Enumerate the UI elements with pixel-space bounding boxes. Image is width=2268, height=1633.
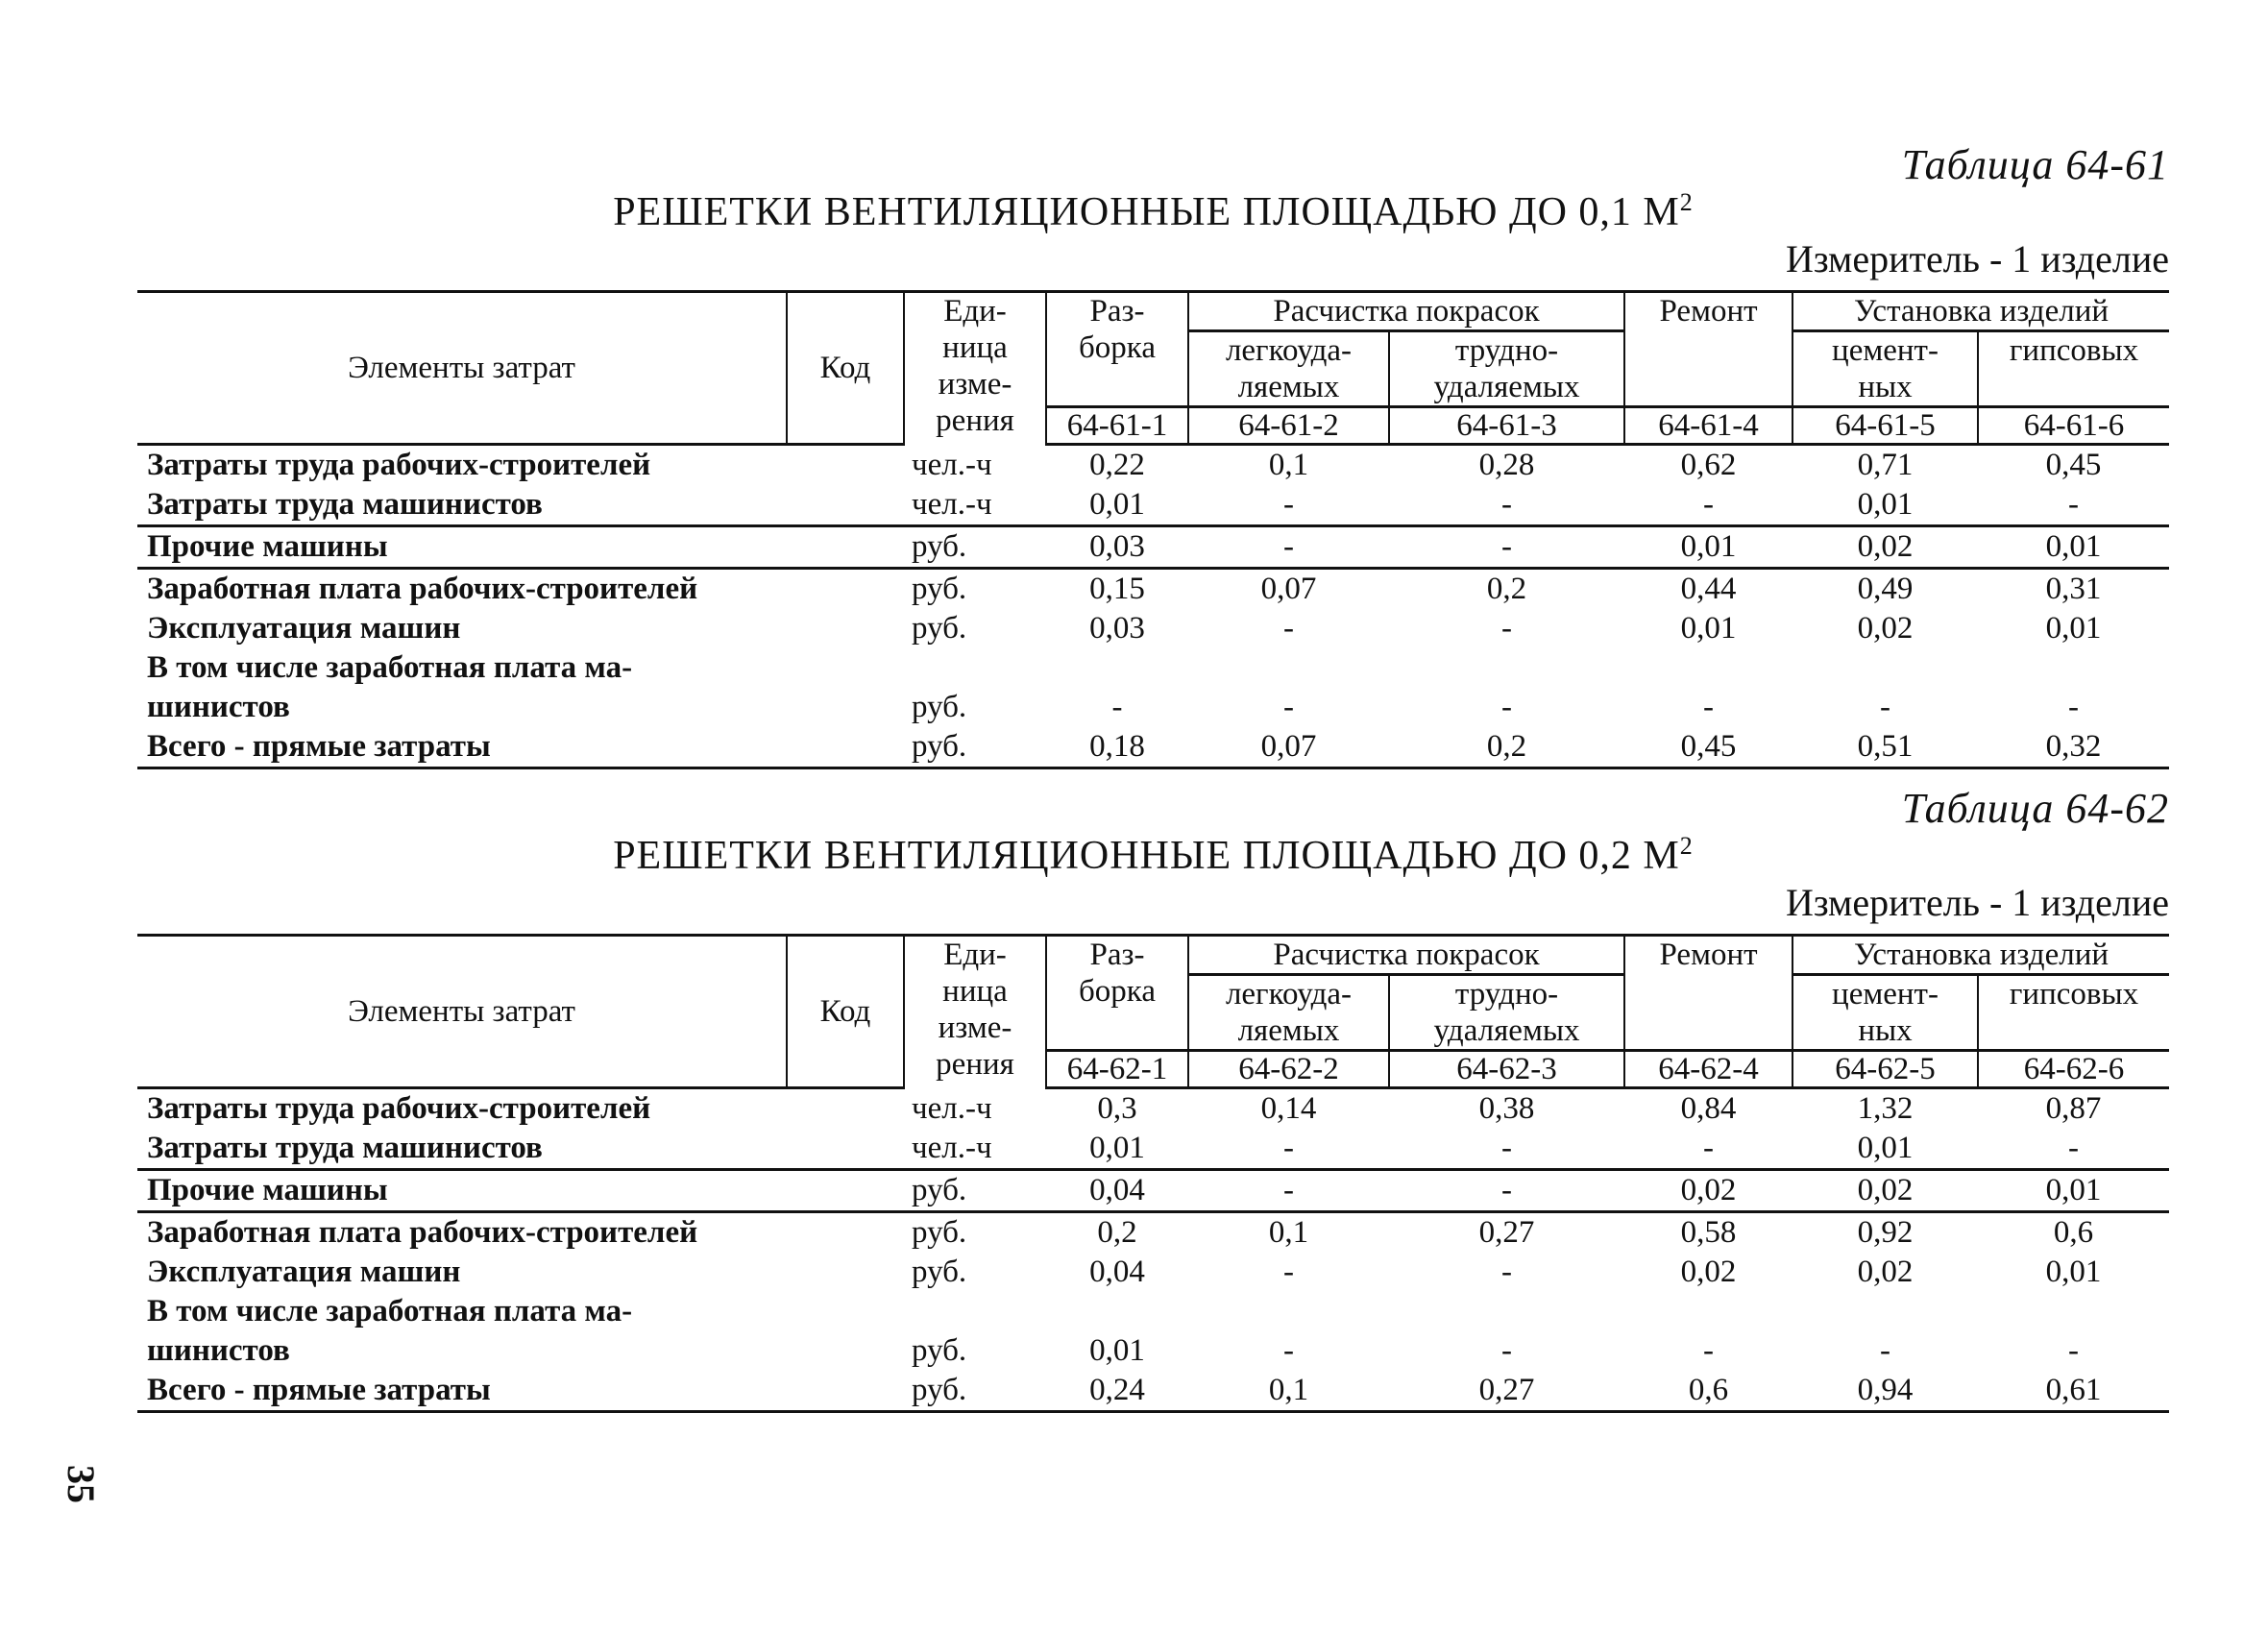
code-cell: 64-61-4 [1624, 407, 1792, 445]
table-row [137, 569, 2169, 610]
value-cell: 0,44 [1624, 569, 1792, 610]
header-hard: трудно- удаляемых [1389, 331, 1624, 407]
value-cell: 0,01 [1680, 611, 1737, 646]
code-cell: 64-62-4 [1624, 1051, 1792, 1088]
row-label: Затраты труда машинистов [147, 1131, 543, 1165]
value-cell: - [1389, 526, 1624, 569]
code-cell: 64-62-5 [1792, 1051, 1978, 1088]
header-elements: Элементы затрат [137, 292, 787, 445]
value-cell: 0,2 [1389, 727, 1624, 768]
header-gypsum: гипсовых [1978, 331, 2169, 407]
value-cell: 1,32 [1857, 1091, 1914, 1126]
row-unit: руб. [912, 1255, 967, 1289]
table-row [137, 648, 2169, 727]
row-unit: руб. [904, 1170, 1046, 1212]
table-caption: Таблица 64-61 [1901, 141, 2169, 188]
value-cell: - [1703, 690, 1715, 724]
value-cell: 0,87 [2045, 1091, 2102, 1126]
header-cleaning: Расчистка покрасок [1188, 936, 1624, 975]
value-cell: 0,02 [1857, 1255, 1914, 1289]
header-disassembly: Раз- борка [1046, 292, 1188, 407]
value-cell: 0,1 [1268, 448, 1309, 482]
value-cell: 0,84 [1680, 1091, 1737, 1126]
row-label: Всего - прямые затраты [137, 1371, 904, 1412]
row-unit: руб. [904, 1212, 1046, 1254]
code-cell: 64-62-2 [1188, 1051, 1389, 1088]
row-label: В том числе заработная плата ма- шинистов [147, 650, 633, 724]
value-cell: 0,18 [1046, 727, 1188, 768]
value-cell: - [1501, 487, 1512, 522]
value-cell: 0,61 [1978, 1371, 2169, 1412]
row-unit: руб. [904, 727, 1046, 768]
value-cell: 0,49 [1792, 569, 1978, 610]
value-cell: 0,24 [1046, 1371, 1188, 1412]
row-unit: чел.-ч [912, 1091, 992, 1126]
header-install: Установка изделий [1792, 292, 2169, 331]
header-cement: цемент- ных [1792, 975, 1978, 1051]
value-cell: 0,94 [1792, 1371, 1978, 1412]
value-cell: 0,27 [1389, 1371, 1624, 1412]
value-cell: 0,38 [1478, 1091, 1535, 1126]
page-number: 35 [60, 1465, 103, 1503]
value-cell: 0,01 [1978, 1170, 2169, 1212]
row-unit: чел.-ч [912, 1131, 992, 1165]
value-cell: - [2068, 487, 2080, 522]
row-unit: руб. [904, 526, 1046, 569]
header-repair: Ремонт [1624, 292, 1792, 407]
value-cell: 0,32 [1978, 727, 2169, 768]
code-cell: 64-61-5 [1792, 407, 1978, 445]
code-cell: 64-61-3 [1389, 407, 1624, 445]
row-unit: руб. [912, 611, 967, 646]
value-cell: 0,2 [1046, 1212, 1188, 1254]
table-row [137, 1129, 2169, 1170]
value-cell: - [1283, 611, 1294, 646]
header-easy: легкоуда- ляемых [1188, 975, 1389, 1051]
code-cell: 64-62-3 [1389, 1051, 1624, 1088]
cost-table [137, 290, 2169, 769]
value-cell: - [1283, 690, 1294, 724]
value-cell: 0,02 [1792, 526, 1978, 569]
row-label: Прочие машины [137, 526, 904, 569]
value-cell: 0,01 [1089, 1131, 1145, 1165]
row-unit: руб. [904, 1371, 1046, 1412]
value-cell: 0,6 [1624, 1371, 1792, 1412]
value-cell: 0,71 [1857, 448, 1914, 482]
value-cell: 0,2 [1389, 569, 1624, 610]
value-cell: 0,04 [1046, 1170, 1188, 1212]
value-cell: - [2068, 1131, 2080, 1165]
row-label: Заработная плата рабочих-строителей [137, 1212, 904, 1254]
header-code: Код [787, 292, 904, 445]
value-cell: 0,6 [1978, 1212, 2169, 1254]
value-cell: 0,02 [1792, 1170, 1978, 1212]
value-cell: 0,01 [1089, 1333, 1145, 1368]
row-unit: руб. [912, 690, 967, 724]
measure-unit: Измеритель - 1 изделие [1785, 881, 2169, 924]
header-cleaning: Расчистка покрасок [1188, 292, 1624, 331]
row-label: Затраты труда рабочих-строителей [147, 1091, 651, 1126]
value-cell: 0,62 [1680, 448, 1737, 482]
value-cell: 0,58 [1624, 1212, 1792, 1254]
value-cell: - [1501, 690, 1512, 724]
table-row [137, 1253, 2169, 1292]
value-cell: 0,02 [1857, 611, 1914, 646]
value-cell: 0,45 [2045, 448, 2102, 482]
value-cell: 0,02 [1624, 1170, 1792, 1212]
table-title [137, 188, 2169, 235]
table-row [137, 609, 2169, 648]
value-cell: 0,28 [1478, 448, 1535, 482]
code-cell: 64-61-6 [1978, 407, 2169, 445]
value-cell: 0,01 [2045, 1255, 2102, 1289]
table-row [137, 1170, 2169, 1212]
header-gypsum: гипсовых [1978, 975, 2169, 1051]
value-cell: - [1188, 1170, 1389, 1212]
value-cell: - [1880, 1333, 1891, 1368]
code-cell: 64-61-1 [1046, 407, 1188, 445]
table-title-text: РЕШЕТКИ ВЕНТИЛЯЦИОННЫЕ ПЛОЩАДЬЮ ДО 0,1 М [613, 190, 1680, 234]
value-cell: - [1880, 690, 1891, 724]
title-superscript: 2 [1679, 832, 1694, 860]
value-cell: 0,01 [1857, 1131, 1914, 1165]
value-cell: 0,14 [1260, 1091, 1317, 1126]
row-label: Затраты труда рабочих-строителей [147, 448, 651, 482]
measure-unit: Измеритель - 1 изделие [1785, 237, 2169, 280]
value-cell: - [1283, 1255, 1294, 1289]
value-cell: - [1283, 1333, 1294, 1368]
row-unit: руб. [912, 1333, 967, 1368]
value-cell: - [2068, 1333, 2080, 1368]
header-cement: цемент- ных [1792, 331, 1978, 407]
header-repair: Ремонт [1624, 936, 1792, 1051]
value-cell: - [1703, 1131, 1715, 1165]
value-cell: 0,03 [1089, 611, 1145, 646]
code-cell: 64-61-2 [1188, 407, 1389, 445]
value-cell: 0,01 [1089, 487, 1145, 522]
value-cell: 0,02 [1680, 1255, 1737, 1289]
table-title-text: РЕШЕТКИ ВЕНТИЛЯЦИОННЫЕ ПЛОЩАДЬЮ ДО 0,2 М [613, 834, 1680, 878]
title-superscript: 2 [1679, 188, 1694, 216]
value-cell: 0,31 [1978, 569, 2169, 610]
header-unit: Еди- ница изме- рения [904, 292, 1046, 445]
value-cell: 0,92 [1792, 1212, 1978, 1254]
table-row [137, 1088, 2169, 1130]
value-cell: 0,01 [1857, 487, 1914, 522]
value-cell: - [1703, 487, 1715, 522]
value-cell: - [1501, 1131, 1512, 1165]
value-cell: 0,01 [1624, 526, 1792, 569]
code-cell: 64-62-1 [1046, 1051, 1188, 1088]
value-cell: 0,15 [1046, 569, 1188, 610]
row-label: Прочие машины [137, 1170, 904, 1212]
value-cell: - [1283, 487, 1294, 522]
table-row [137, 1292, 2169, 1371]
value-cell: 0,01 [2045, 611, 2102, 646]
value-cell: 0,07 [1188, 569, 1389, 610]
value-cell: 0,04 [1089, 1255, 1145, 1289]
table-row [137, 485, 2169, 526]
value-cell: 0,1 [1188, 1371, 1389, 1412]
value-cell: 0,27 [1389, 1212, 1624, 1254]
header-hard: трудно- удаляемых [1389, 975, 1624, 1051]
table-row [137, 445, 2169, 486]
header-install: Установка изделий [1792, 936, 2169, 975]
row-label: Эксплуатация машин [147, 1255, 461, 1289]
code-cell: 64-62-6 [1978, 1051, 2169, 1088]
value-cell: - [2068, 690, 2080, 724]
value-cell: 0,3 [1097, 1091, 1137, 1126]
table-row [137, 1371, 2169, 1412]
value-cell: - [1283, 1131, 1294, 1165]
table-caption: Таблица 64-62 [1901, 785, 2169, 832]
table-title [137, 832, 2169, 879]
header-easy: легкоуда- ляемых [1188, 331, 1389, 407]
row-label: Заработная плата рабочих-строителей [137, 569, 904, 610]
header-code: Код [787, 936, 904, 1088]
value-cell: - [1501, 611, 1512, 646]
value-cell: 0,51 [1792, 727, 1978, 768]
row-label: В том числе заработная плата ма- шинистов [147, 1294, 633, 1368]
value-cell: - [1188, 526, 1389, 569]
value-cell: - [1703, 1333, 1715, 1368]
value-cell: 0,01 [1978, 526, 2169, 569]
header-disassembly: Раз- борка [1046, 936, 1188, 1051]
header-unit: Еди- ница изме- рения [904, 936, 1046, 1088]
row-unit: чел.-ч [912, 448, 992, 482]
cost-table [137, 934, 2169, 1413]
row-label: Эксплуатация машин [147, 611, 461, 646]
table-row [137, 1212, 2169, 1254]
value-cell: 0,1 [1188, 1212, 1389, 1254]
table-row [137, 526, 2169, 569]
header-elements: Элементы затрат [137, 936, 787, 1088]
table-row [137, 727, 2169, 768]
value-cell: 0,22 [1089, 448, 1145, 482]
row-unit: руб. [904, 569, 1046, 610]
value-cell: - [1501, 1333, 1512, 1368]
value-cell: - [1501, 1255, 1512, 1289]
row-label: Всего - прямые затраты [137, 727, 904, 768]
value-cell: 0,03 [1046, 526, 1188, 569]
value-cell: 0,07 [1188, 727, 1389, 768]
value-cell: - [1111, 690, 1123, 724]
value-cell: 0,45 [1624, 727, 1792, 768]
row-label: Затраты труда машинистов [147, 487, 543, 522]
row-unit: чел.-ч [912, 487, 992, 522]
value-cell: - [1389, 1170, 1624, 1212]
